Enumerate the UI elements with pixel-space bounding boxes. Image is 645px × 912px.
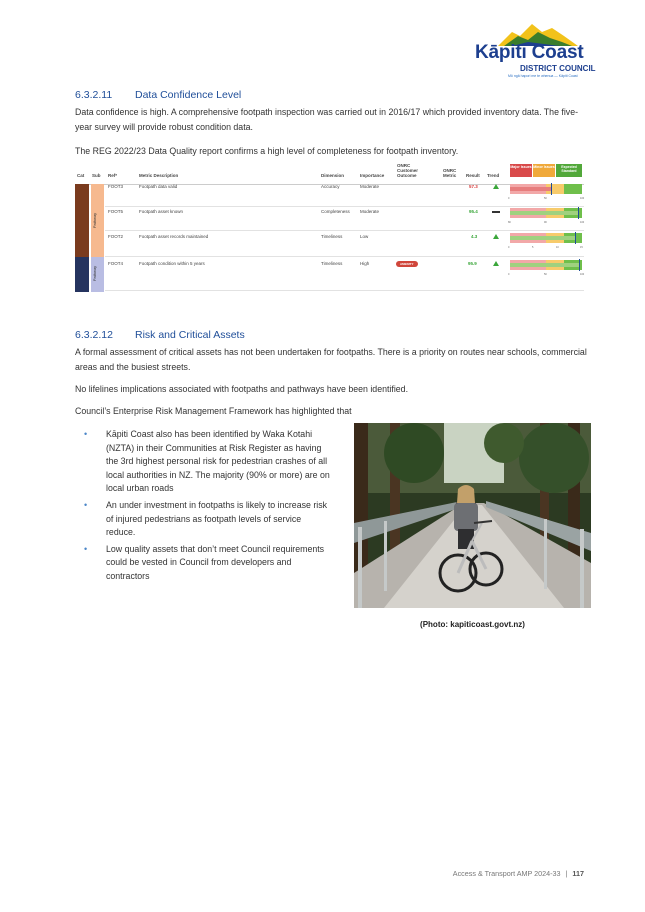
list-item (80, 499, 330, 540)
page-footer (380, 869, 584, 878)
bar-band (564, 184, 582, 194)
bar-marker (551, 183, 552, 195)
bar-value-fill (510, 263, 579, 267)
header-result: Result (466, 173, 480, 178)
result-bar (510, 260, 582, 270)
bar-tick-label: 15 (580, 246, 583, 249)
header-onrc-outcome: ONRC Customer Outcome (397, 163, 419, 178)
cell-importance: Moderate (360, 184, 380, 189)
cell-metric: Footpath data valid (139, 184, 178, 189)
logo-tagline: Mō ngā hapori me te whenua — Kāpiti Coast (508, 74, 578, 78)
paragraph-critical-assets: A formal assessment of critical assets has not been undertaken for footpaths. There is a priority on routes near schools, commercial areas and the busiest streets. (75, 347, 587, 372)
cell-ref: FOOT5 (108, 209, 124, 214)
header-metric: Metric Description (139, 173, 179, 178)
cell-metric: Footpath asset known (139, 209, 184, 214)
cyclist-bridge-photo (354, 423, 591, 608)
row-divider (105, 290, 584, 291)
cell-result: 95.9 (468, 261, 477, 266)
logo-name: Kāpiti Coast (475, 42, 584, 63)
section-heading-risk (75, 329, 245, 341)
bar-tick-label: 90 (544, 221, 547, 224)
row-divider (105, 256, 584, 257)
bar-tick-label: 0 (508, 246, 510, 249)
row-divider (105, 206, 584, 207)
header-ref: Ref* (108, 173, 118, 178)
header-importance: Importance (360, 173, 385, 178)
bar-tick-label: 100 (580, 273, 585, 276)
bullet-icon: • (84, 429, 88, 439)
cell-importance: High (360, 261, 370, 266)
cell-importance: Moderate (360, 209, 380, 214)
row-divider (105, 230, 584, 231)
risk-bullet-list (80, 428, 330, 587)
council-logo (470, 22, 620, 82)
subcategory-label: Pathway (92, 212, 98, 229)
header-dimension: Dimension (321, 173, 345, 178)
footer-document-title: Access & Transport AMP 2024-33 (452, 869, 561, 878)
bar-tick-label: 5 (532, 246, 534, 249)
cell-dimension: Accuracy (321, 184, 340, 189)
section-heading-data-confidence (75, 89, 241, 101)
header-sub: Sub (92, 173, 101, 178)
cell-ref: FOOT2 (108, 234, 124, 239)
result-bar (510, 184, 582, 194)
photo-caption: (Photo: kapiticoast.govt.nz) (420, 620, 525, 629)
category-bar-footpath (75, 184, 89, 262)
cell-importance: Low (360, 234, 369, 239)
cell-result: 57.3 (469, 184, 478, 189)
bullet-icon: • (84, 543, 88, 554)
section-number: 6.3.2.12 (75, 329, 113, 341)
section-number: 6.3.2.11 (75, 89, 113, 101)
section-title: Risk and Critical Assets (135, 329, 245, 341)
table-header (75, 160, 584, 185)
legend-major-issues: Major Issues (510, 164, 532, 177)
bullet-icon: • (84, 499, 88, 510)
bar-marker (575, 232, 576, 244)
subcategory-label: Pathway (92, 265, 98, 282)
legend-expected-standard: Expected Standard (556, 164, 582, 177)
bar-tick-label: 80 (508, 221, 511, 224)
header-onrc-metric: ONRC Metric (443, 168, 457, 178)
cell-metric: Footpath condition within 5 years (139, 261, 205, 266)
bar-value-fill (510, 187, 551, 191)
data-quality-table (75, 160, 584, 292)
trend-up-icon (493, 234, 499, 239)
cell-result: 4.3 (471, 234, 478, 239)
bar-tick-label: 10 (556, 246, 559, 249)
result-bar (510, 208, 582, 218)
paragraph-data-quality: The REG 2022/23 Data Quality report confirms a high level of completeness for footpath inventory. (75, 146, 459, 156)
cell-metric: Footpath asset records maintained (139, 234, 209, 239)
bar-marker (579, 259, 580, 271)
bar-marker (578, 207, 579, 219)
page-number: 117 (572, 869, 584, 878)
paragraph-data-confidence: Data confidence is high. A comprehensive footpath inspection was carried out in 2016/17 which provided inventory data. The five-year survey will provide robust condition data. (75, 107, 579, 132)
bar-tick-label: 100 (580, 197, 585, 200)
cell-ref: FOOT4 (108, 261, 124, 266)
bar-tick-label: 0 (508, 273, 510, 276)
footer-separator: | (565, 869, 568, 878)
bar-tick-label: 100 (580, 221, 585, 224)
customer-outcome-badge: AMENITY (396, 261, 418, 267)
bullet-text: Kāpiti Coast also has been identified by Waka Kotahi (NZTA) in their Communities at Risk Register as having the 3rd highest personal risk for pedestrian crashes of all local authorities in NZ. The majority (90% or more) are on local urban roads (106, 429, 330, 494)
cell-dimension: Timeliness (321, 261, 343, 266)
paragraph-risk-framework: Council’s Enterprise Risk Management Framework has highlighted that (75, 406, 352, 416)
header-cat: Cat (77, 173, 85, 178)
logo-subtitle: DISTRICT COUNCIL (520, 64, 596, 73)
trend-up-icon (493, 184, 499, 189)
list-item (80, 543, 330, 584)
cell-dimension: Completeness (321, 209, 350, 214)
result-bar (510, 233, 582, 243)
cell-dimension: Timeliness (321, 234, 343, 239)
paragraph-lifelines: No lifelines implications associated with footpaths and pathways have been identified. (75, 384, 409, 394)
cell-ref: FOOT3 (108, 184, 124, 189)
subcategory-bar-pathway (91, 257, 104, 292)
category-bar-pathway (75, 257, 89, 292)
bullet-text: Low quality assets that don’t meet Council requirements could be vested in Council from developers and contractors (106, 543, 325, 581)
bar-value-fill (510, 211, 578, 215)
legend-minor-issues: Minor Issues (533, 164, 555, 177)
cell-result: 95.4 (469, 209, 478, 214)
bar-tick-label: 50 (544, 197, 547, 200)
bar-value-fill (510, 236, 575, 240)
subcategory-bar-footpath (91, 184, 104, 262)
section-title: Data Confidence Level (135, 89, 242, 101)
photo-illustration (354, 423, 591, 608)
trend-flat-icon (492, 211, 500, 213)
header-trend: Trend (487, 173, 500, 178)
bar-tick-label: 0 (508, 197, 510, 200)
trend-up-icon (493, 261, 499, 266)
list-item (80, 428, 330, 496)
bullet-text: An under investment in footpaths is likely to increase risk of injured pedestrians as footpath levels of service reduce. (106, 499, 328, 538)
bar-tick-label: 50 (544, 273, 547, 276)
